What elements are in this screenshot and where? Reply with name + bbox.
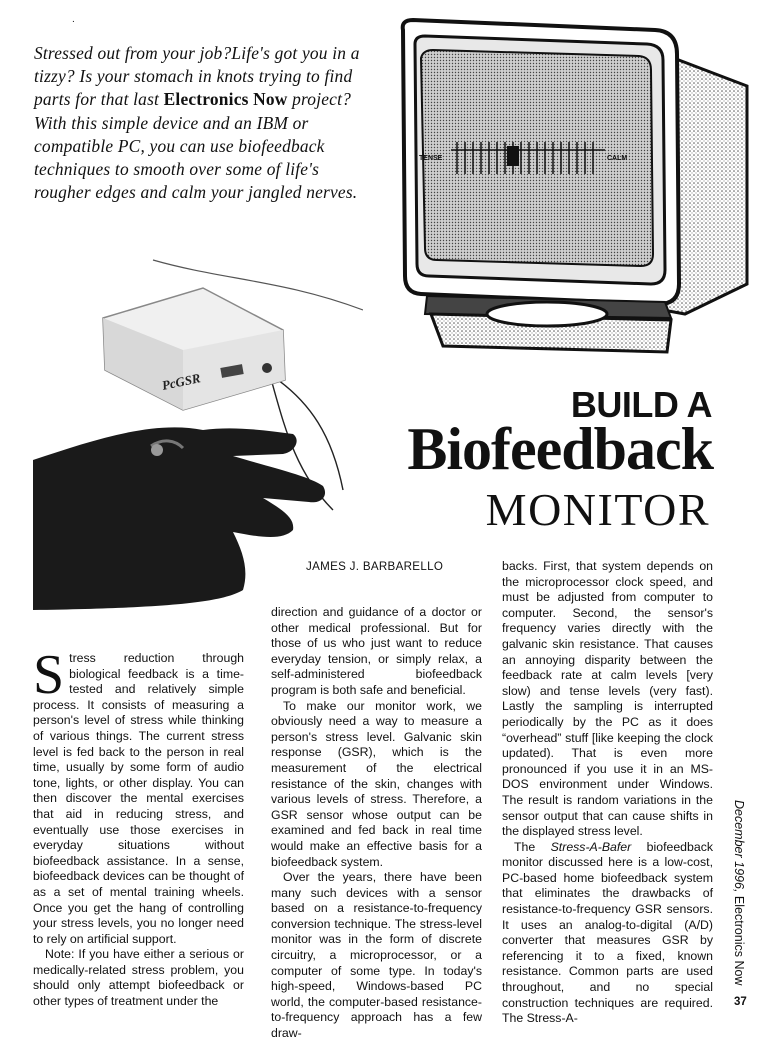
screen-calm-label: CALM <box>607 155 628 162</box>
column2-paragraph-1: direction and guidance of a doctor or other medical professional. But for those of us who just want to reduce everyday tension, or simply relax, a self-administered biofeedback program is both safe and beneficial. <box>271 605 482 697</box>
column2-paragraph-2: To make our monitor work, we obviously need a way to measure a person's stress level. Galvanic skin response (GSR), which is the measurement of the electrical resistance of the skin, changes with various levels of stress. Therefore, a GSR sensor whose output can be examined and fed back in real time would make an effective basis for a biofeedback system. <box>271 698 482 869</box>
article-column-3 <box>502 559 713 1027</box>
article-column-2 <box>271 605 482 1042</box>
intro-paragraph <box>34 42 379 204</box>
column3-para2-rest: biofeedback monitor discussed here is a low-cost, PC-based home biofeedback system that eliminates the drawbacks of resistance-to-frequency GSR sensors. It uses an analog-to-digital (A/D) converter that measures GSR by referencing it to a fixed, known resistance. Common parts are used throughout, and no special construction techniques are required. The Stress-A- <box>502 839 713 1026</box>
issue-date: December 1996, <box>732 800 746 893</box>
column1-paragraph-2: Note: If you have either a serious or medically-related stress problem, you should only attempt biofeedback or other types of treatment under the <box>33 947 244 1009</box>
magazine-name: Electronics Now <box>732 895 746 986</box>
headline-title: Biofeedback <box>407 416 713 482</box>
crt-monitor-illustration <box>385 14 757 360</box>
running-footer <box>732 800 746 986</box>
device-label: PcGSR <box>160 370 202 393</box>
intro-text-part1: Stressed out from your job?Life's got you in a tizzy? Is your stomach in knots trying to find parts for that last <box>34 43 360 110</box>
article-column-1 <box>33 644 244 1010</box>
page-number: 37 <box>734 996 747 1008</box>
screen-tense-label: TENSE <box>419 155 443 162</box>
intro-text-part2: project? With this simple device and an IBM or compatible PC, you can use biofeedback techniques to smooth over some of life's rougher edges and calm your jangled nerves. <box>34 89 358 203</box>
column1-paragraph-1: tress reduction through biological feedback is a time-tested and relatively simple process. It consists of measuring a person's level of stress while thinking of various things. The current stress level is fed back to the person in real time, usually by some form of audio tone, lights, or other display. You can then discover the mental exercises that aid in reducing stress, and eventually use those exercises in everyday situations without biofeedback assistance. In a sense, biofeedback devices can be thought of as a set of mental training wheels. Once you get the hang of controlling your stress levels, you no longer need to rely on artificial support. <box>33 651 244 946</box>
column3-paragraph-2 <box>502 840 713 1027</box>
headline-subtitle: MONITOR <box>485 484 710 535</box>
headline-kicker: BUILD A <box>570 384 712 425</box>
print-speck: . <box>72 14 75 25</box>
column3-paragraph-1: backs. First, that system depends on the microprocessor clock speed, and must be adjusted from computer to computer. Second, the sensor's frequency varies directly with the galvanic skin resistance. That causes an annoying disparity between the feedback rate at calm levels [very slow) and tense levels (very fast). Lastly the sampling is interrupted periodically by the PC as it does “overhead” stuff [like keeping the clock updated). That is even more pronounced if you use it in an MS-DOS environment under Windows. The result is random variations in the sensor output that can cause shifts in the displayed stress level. <box>502 559 713 839</box>
column2-paragraph-3: Over the years, there have been many such devices with a sensor based on a resistance-to-frequency conversion technique. The stress-level monitor was in the form of discrete circuitry, a microprocessor, or a computer of some type. In today's high-speed, Windows-based PC world, the computer-based resistance-to-frequency approach has a few draw- <box>271 870 482 1041</box>
product-name: Stress-A-Bafer <box>550 839 632 854</box>
byline: JAMES J. BARBARELLO <box>306 560 444 573</box>
drop-cap: S <box>33 644 65 706</box>
intro-brand: Electronics Now <box>163 89 288 110</box>
column3-para2-lead: The <box>514 839 551 854</box>
